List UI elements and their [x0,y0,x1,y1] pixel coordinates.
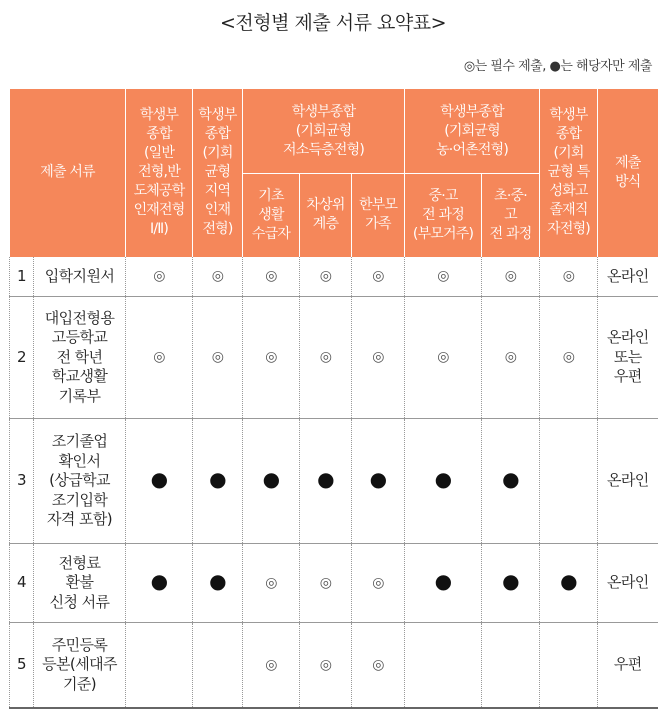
requirement-mark: ◎ [437,268,449,284]
table-body [10,257,658,708]
legend-text: ◎는 필수 제출, ●는 해당자만 제출 [463,59,652,74]
requirement-mark: ◎ [562,349,575,366]
requirement-cell [540,297,598,419]
table-row [10,623,658,708]
page-title: <전형별 제출 서류 요약표> [220,12,446,34]
requirement-mark: ● [434,467,452,492]
requirement-cell [540,544,598,623]
requirement-mark: ● [150,467,168,492]
table-row [10,297,658,419]
requirement-cell [482,257,540,297]
requirement-cell [405,257,482,297]
requirement-cell [193,419,243,544]
row-number: 2 [10,297,34,419]
requirement-cell [352,297,405,419]
requirement-mark: ◎ [319,574,332,591]
requirement-cell [243,419,300,544]
requirement-cell [300,257,352,297]
requirement-cell [405,419,482,544]
header-farm: 학생부종합 (기회균형 농·어촌전형) [405,89,540,174]
submission-method: 온라인 [598,544,658,623]
requirement-cell [126,297,193,419]
requirement-cell [126,419,193,544]
header-special: 학생부 종합 (기회 균형 특 성화고 졸재직 자전형) [540,89,598,257]
header-doc: 제출 서류 [10,89,126,257]
requirement-cell [193,257,243,297]
requirement-cell [540,257,598,297]
requirement-mark: ◎ [504,349,517,366]
requirement-cell [352,419,405,544]
requirement-mark: ● [262,467,280,492]
table-row [10,257,658,297]
document-name: 입학지원서 [34,257,126,297]
requirement-cell [540,419,598,544]
requirement-mark: ● [209,467,226,492]
table-row [10,419,658,544]
document-name: 대입전형용 고등학교 전 학년 학교생활 기록부 [34,297,126,419]
requirement-mark: ◎ [153,268,165,284]
requirement-cell [482,297,540,419]
header-farm-a: 중·고 전 과정 (부모거주) [405,174,482,257]
requirement-cell [405,544,482,623]
requirement-cell [352,257,405,297]
requirement-mark: ◎ [372,268,384,284]
requirement-mark: ◎ [372,656,384,673]
row-number: 3 [10,419,34,544]
requirement-mark: ● [317,467,334,492]
requirement-cell [193,297,243,419]
header-next: 차상위 계층 [300,174,352,257]
requirement-cell [126,623,193,708]
requirement-cell [300,297,352,419]
row-number: 5 [10,623,34,708]
requirement-cell [243,544,300,623]
requirement-mark: ● [434,569,452,594]
requirement-cell [352,544,405,623]
requirement-cell [300,623,352,708]
requirement-mark: ◎ [504,268,517,284]
document-name: 조기졸업 확인서 (상급학교 조기입학 자격 포함) [34,419,126,544]
requirement-cell [300,544,352,623]
requirement-cell [482,623,540,708]
summary-table [9,88,658,709]
requirement-mark: ◎ [562,268,575,284]
requirement-mark: ● [560,569,577,594]
requirement-cell [540,623,598,708]
requirement-mark: ● [369,467,387,492]
header-region: 학생부 종합 (기회 균형 지역 인재 전형) [193,89,243,257]
requirement-mark: ● [209,569,226,594]
header-single: 한부모 가족 [352,174,405,257]
requirement-cell [405,297,482,419]
header-general: 학생부 종합 (일반 전형,반 도체공학 인재전형 Ⅰ/Ⅱ) [126,89,193,257]
header-low-income: 학생부종합 (기회균형 저소득층전형) [243,89,405,174]
requirement-mark: ◎ [319,656,332,673]
submission-method: 온라인 [598,419,658,544]
requirement-mark: ◎ [372,574,384,591]
requirement-mark: ◎ [319,268,332,284]
header-basic: 기초 생활 수급자 [243,174,300,257]
row-number: 4 [10,544,34,623]
requirement-mark: ◎ [211,349,224,366]
document-name: 주민등록 등본(세대주 기준) [34,623,126,708]
header-method: 제출 방식 [598,89,658,257]
header-farm-b: 초·중· 고 전 과정 [482,174,540,257]
table-row [10,544,658,623]
requirement-mark: ◎ [211,268,224,284]
requirement-cell [405,623,482,708]
requirement-mark: ◎ [372,349,384,366]
requirement-mark: ● [502,467,519,492]
requirement-cell [193,623,243,708]
requirement-cell [193,544,243,623]
requirement-cell [482,544,540,623]
requirement-mark: ◎ [265,349,277,366]
requirement-cell [482,419,540,544]
requirement-mark: ◎ [319,349,332,366]
submission-method: 온라인 또는 우편 [598,297,658,419]
requirement-cell [126,544,193,623]
row-number: 1 [10,257,34,297]
document-name: 전형료 환불 신청 서류 [34,544,126,623]
requirement-mark: ◎ [437,349,449,366]
submission-method: 우편 [598,623,658,708]
requirement-cell [300,419,352,544]
requirement-mark: ● [502,569,519,594]
requirement-mark: ● [150,569,168,594]
requirement-mark: ◎ [265,574,277,591]
requirement-cell [243,623,300,708]
requirement-cell [126,257,193,297]
requirement-cell [243,257,300,297]
requirement-mark: ◎ [265,656,277,673]
submission-method: 온라인 [598,257,658,297]
requirement-cell [352,623,405,708]
requirement-mark: ◎ [265,268,277,284]
requirement-cell [243,297,300,419]
requirement-mark: ◎ [153,349,165,366]
